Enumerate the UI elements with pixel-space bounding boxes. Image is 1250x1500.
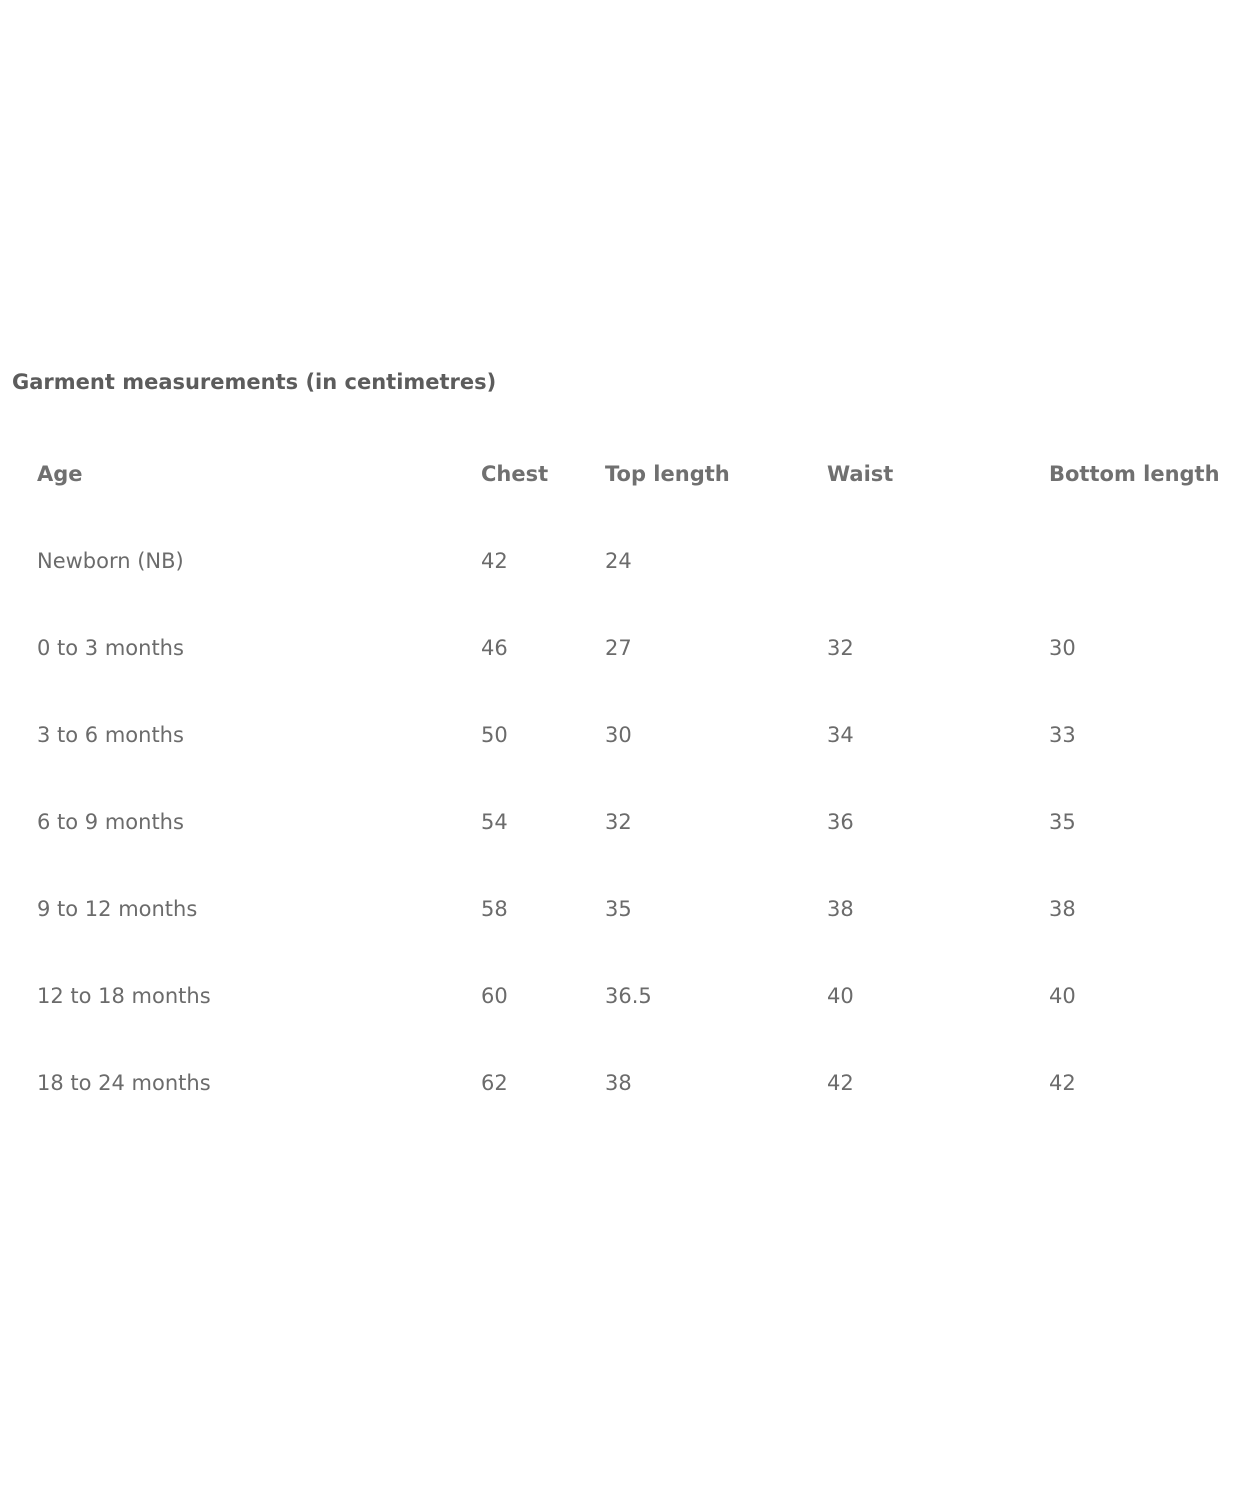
table-header-row — [0, 459, 1250, 489]
cell-chest: 54 — [481, 810, 508, 834]
cell-top-length: 36.5 — [605, 984, 652, 1008]
cell-top-length: 35 — [605, 897, 632, 921]
cell-chest: 50 — [481, 723, 508, 747]
table-row — [0, 633, 1250, 663]
cell-waist: 40 — [827, 984, 854, 1008]
cell-top-length: 30 — [605, 723, 632, 747]
column-header-age: Age — [37, 462, 83, 486]
table-row — [0, 981, 1250, 1011]
table-row — [0, 720, 1250, 750]
column-header-top-length: Top length — [605, 462, 730, 486]
column-header-bottom-length: Bottom length — [1049, 462, 1220, 486]
cell-top-length: 27 — [605, 636, 632, 660]
column-header-waist: Waist — [827, 462, 894, 486]
cell-bottom-length: 40 — [1049, 984, 1076, 1008]
table-row — [0, 894, 1250, 924]
column-header-chest: Chest — [481, 462, 549, 486]
cell-waist: 38 — [827, 897, 854, 921]
cell-bottom-length: 42 — [1049, 1071, 1076, 1095]
cell-age: 18 to 24 months — [37, 1071, 211, 1095]
cell-waist: 34 — [827, 723, 854, 747]
table-title: Garment measurements (in centimetres) — [12, 370, 497, 394]
cell-age: 6 to 9 months — [37, 810, 184, 834]
cell-age: 9 to 12 months — [37, 897, 198, 921]
cell-age: 0 to 3 months — [37, 636, 184, 660]
cell-bottom-length: 38 — [1049, 897, 1076, 921]
cell-age: Newborn (NB) — [37, 549, 184, 573]
cell-age: 3 to 6 months — [37, 723, 184, 747]
cell-waist: 36 — [827, 810, 854, 834]
cell-age: 12 to 18 months — [37, 984, 211, 1008]
cell-bottom-length: 35 — [1049, 810, 1076, 834]
cell-chest: 46 — [481, 636, 508, 660]
cell-chest: 60 — [481, 984, 508, 1008]
cell-waist: 42 — [827, 1071, 854, 1095]
table-row — [0, 1068, 1250, 1098]
cell-chest: 58 — [481, 897, 508, 921]
table-row — [0, 807, 1250, 837]
cell-bottom-length: 33 — [1049, 723, 1076, 747]
cell-top-length: 24 — [605, 549, 632, 573]
cell-waist: 32 — [827, 636, 854, 660]
cell-bottom-length: 30 — [1049, 636, 1076, 660]
table-row — [0, 546, 1250, 576]
cell-chest: 62 — [481, 1071, 508, 1095]
cell-chest: 42 — [481, 549, 508, 573]
cell-top-length: 32 — [605, 810, 632, 834]
cell-top-length: 38 — [605, 1071, 632, 1095]
